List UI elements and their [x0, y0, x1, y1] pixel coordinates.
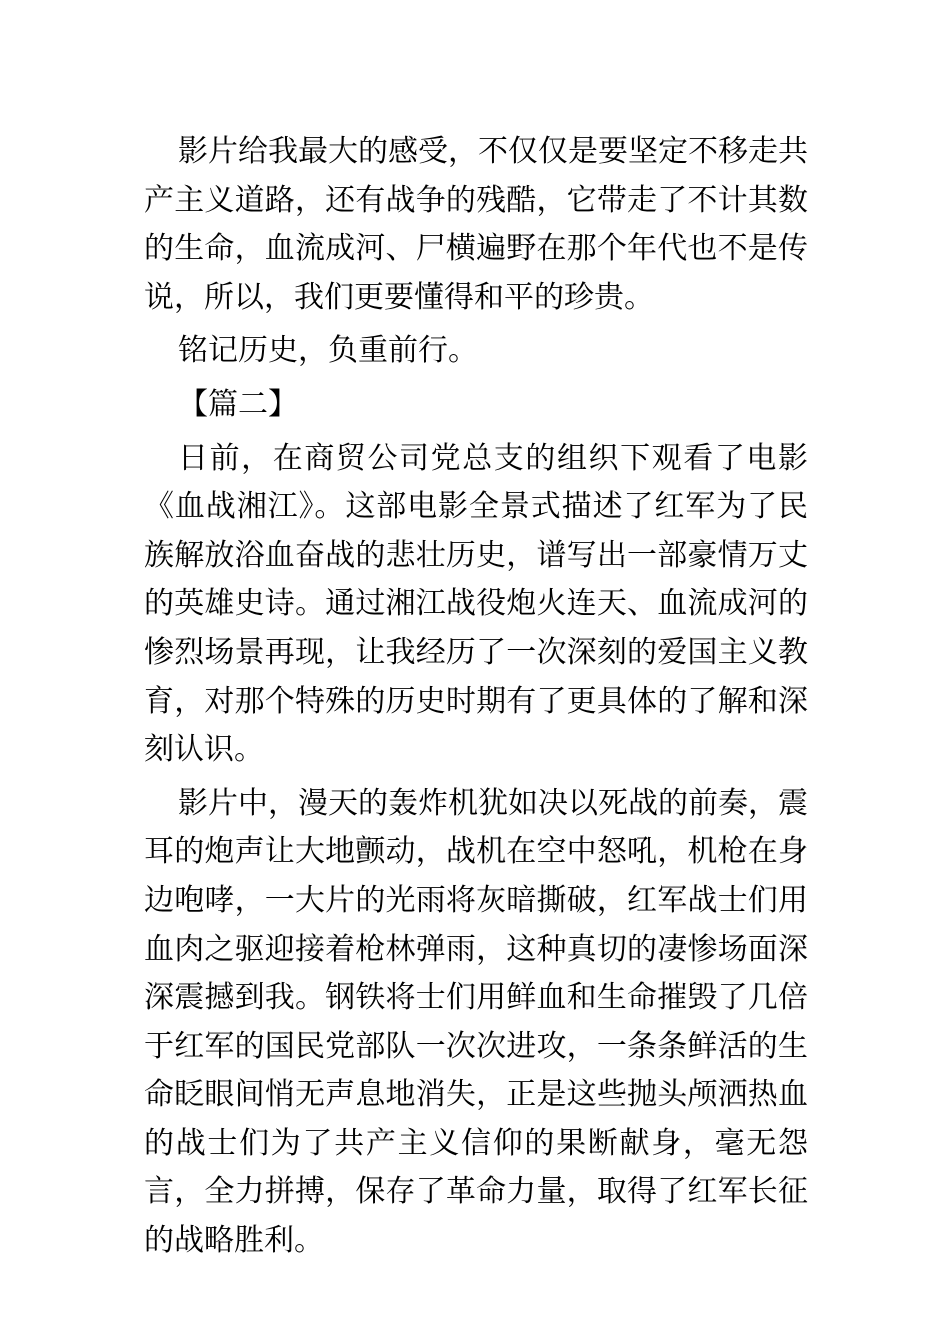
paragraph-film-impression: 影片给我最大的感受，不仅仅是要坚定不移走共产主义道路，还有战争的残酷，它带走了不计其数的生命，血流成河、尸横遍野在那个年代也不是传说，所以，我们更要懂得和平的珍贵。: [144, 134, 808, 315]
paragraph-remember-history: 铭记历史，负重前行。: [178, 333, 478, 369]
paragraph-film-scenes: 影片中，漫天的轰炸机犹如决以死战的前奏，震耳的炮声让大地颤动，战机在空中怒吼，机枪在身边咆哮，一大片的光雨将灰暗撕破，红军战士们用血肉之驱迎接着枪林弹雨，这种真切的凄惨场面深深震撼到我。钢铁将士们用鲜血和生命摧毁了几倍于红军的国民党部队一次次进攻，一条条鲜活的生命眨眼间悄无声息地消失，正是这些抛头颅洒热血的战士们为了共产主义信仰的果断献身，毫无怨言，全力拼搏，保存了革命力量，取得了红军长征的战略胜利。: [144, 785, 808, 1259]
section-heading-part-two: 【篇二】: [178, 386, 298, 422]
document-body: [144, 128, 808, 1271]
paragraph-watched-film: 日前，在商贸公司党总支的组织下观看了电影《血战湘江》。这部电影全景式描述了红军为了民族解放浴血奋战的悲壮历史，谱写出一部豪情万丈的英雄史诗。通过湘江战役炮火连天、血流成河的惨烈场景再现，让我经历了一次深刻的爱国主义教育，对那个特殊的历史时期有了更具体的了解和深刻认识。: [144, 440, 808, 768]
